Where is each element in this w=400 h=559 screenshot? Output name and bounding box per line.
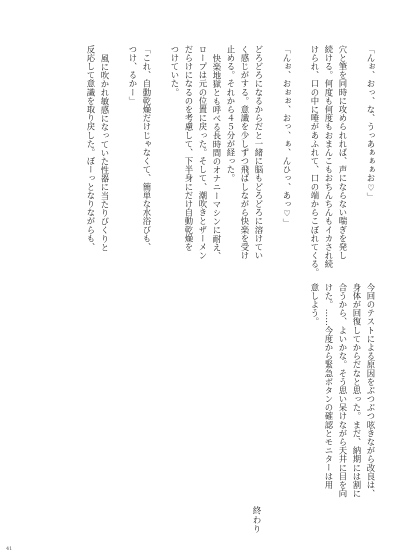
text-line: 意しよう。 — [310, 283, 320, 326]
text-line: 穴と筆を同時に攻められれば、声にならない喘ぎを発し — [338, 45, 348, 260]
dialogue-line: 「んぉ、おっ、な、うっあぁぁぁお♡」 — [366, 45, 376, 202]
text-line: けた。……今度から緊急ボタンの確認とモニターは用 — [324, 283, 334, 490]
text-line: けられ、口の中に唾があふれて、口の端からこぼれてくる。 — [310, 45, 320, 277]
blank-column — [266, 45, 280, 280]
text-line: 今回のテストによる原因をぶつぶつ呟きながら改良は、 — [366, 283, 376, 498]
blank-column — [294, 45, 308, 280]
text-line: 止める。それから４５分が経った。 — [226, 45, 236, 183]
blank-column — [154, 45, 168, 280]
text-line: 反応して意識を取り戻した。ぼーっとなりながらも、 — [86, 45, 96, 252]
page-number: 41 — [6, 546, 13, 552]
text-line: 合うから、よいかな。そう思い呆けながら天井に目を向 — [338, 283, 348, 498]
end-mark: 終わり — [251, 506, 261, 534]
text-line: だらけになるのを考慮して、下半身にだけ自動乾燥を — [184, 45, 194, 252]
text-line: 快楽地獄とも呼べる長時間のオナニーマシンに耐え、 — [212, 53, 222, 260]
text-line: 身体が回復してからだなと思った。まだ、納期には割に — [352, 283, 362, 498]
text-line: つけていた。 — [170, 45, 180, 97]
dialogue-line: 「んぉ、おぉぉ、おっ、ぁ、んひっ、あっ♡」 — [282, 45, 292, 227]
text-line: 続ける。何度も何度もおまんこもおちんちんもイカされ続 — [324, 45, 334, 269]
blank-column — [112, 45, 126, 280]
text-line: どろどろになるからだと一緒に脳もどろどろに溶けてい — [254, 45, 264, 260]
text-line: 風に吹かれ敏感になっていた性器に当たりびくりと — [100, 53, 110, 252]
text-line: ロープは元の位置に戻った。そして、潮吹きとザーメン — [198, 45, 208, 260]
upper-text-block — [84, 45, 378, 280]
blank-column — [350, 45, 364, 280]
text-line: く感じがする。意識を少しずつ飛ばしながら快楽を受け — [240, 45, 250, 260]
dialogue-line: 「これ、自動乾燥だけじゃなくて、簡単な水浴びも、 — [142, 45, 152, 252]
dialogue-line: つけ、るかー」 — [128, 45, 138, 106]
lower-text-block — [308, 283, 378, 513]
